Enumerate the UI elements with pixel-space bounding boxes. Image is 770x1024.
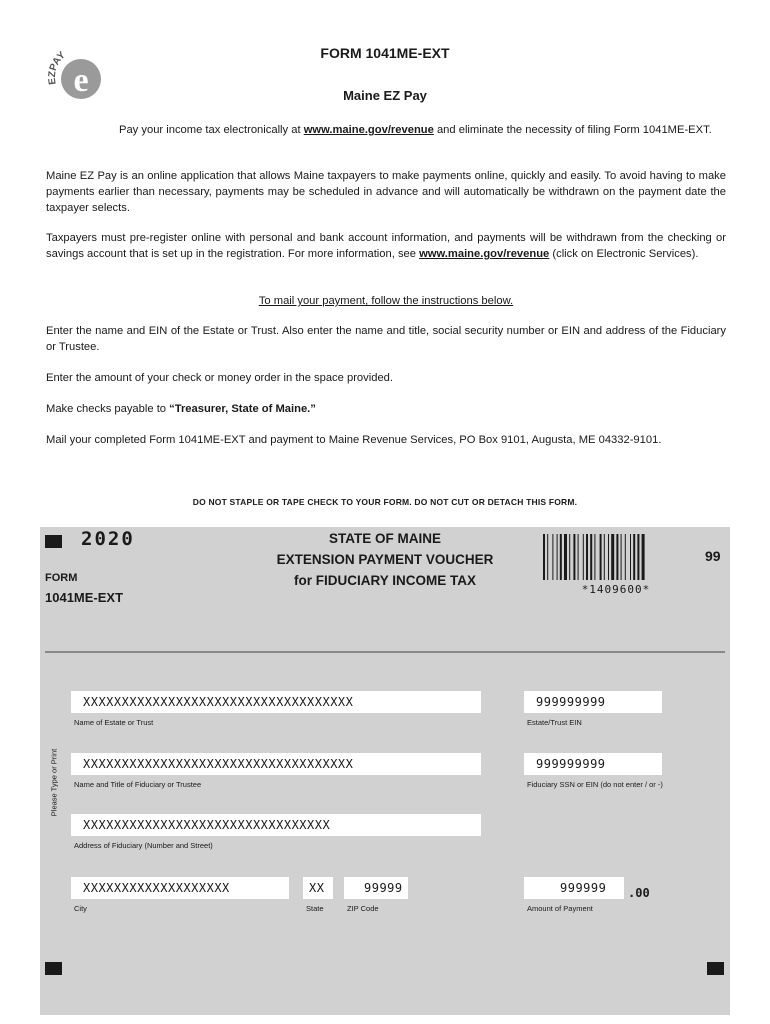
fiduciary-name-field[interactable]: XXXXXXXXXXXXXXXXXXXXXXXXXXXXXXXXXXX [71, 753, 481, 775]
voucher-title-1: STATE OF MAINE [329, 531, 441, 546]
divider [45, 651, 725, 653]
p3-text: Taxpayers must pre-register online with personal and bank account information, and payments will be withdrawn from the checking or savings account that is set up in the registration. For more information, see [46, 232, 726, 260]
logo-text: EZPAY [46, 49, 68, 86]
intro-paragraph-3 [46, 230, 726, 262]
instruction-payable [46, 401, 726, 417]
p1-text: Pay your income tax electronically at [119, 124, 304, 136]
amount-label: Amount of Payment [527, 904, 593, 913]
estate-ein-label: Estate/Trust EIN [527, 718, 582, 727]
p3-text-after: (click on Electronic Services). [549, 248, 699, 260]
fiduciary-address-label: Address of Fiduciary (Number and Street) [74, 841, 213, 850]
revenue-link[interactable]: www.maine.gov/revenue [303, 124, 434, 136]
fiduciary-ssn-label: Fiduciary SSN or EIN (do not enter / or -) [527, 780, 663, 789]
registration-mark-icon [45, 535, 62, 548]
page-title: FORM 1041ME-EXT [320, 45, 450, 61]
warning-text: DO NOT STAPLE OR TAPE CHECK TO YOUR FORM. DO NOT CUT OR DETACH THIS FORM. [192, 497, 578, 507]
form-number: 1041ME-EXT [45, 590, 124, 605]
mail-instructions-heading: To mail your payment, follow the instructions below. [258, 295, 514, 307]
page-subtitle: Maine EZ Pay [343, 88, 427, 103]
fiduciary-address-field[interactable]: XXXXXXXXXXXXXXXXXXXXXXXXXXXXXXXX [71, 814, 481, 836]
state-field[interactable]: XX [303, 877, 333, 899]
tax-year: 2020 [81, 528, 135, 550]
payee-name: “Treasurer, State of Maine.” [169, 403, 316, 415]
intro-paragraph-2: Maine EZ Pay is an online application that allows Maine taxpayers to make payments online, quickly and easily. To avoid having to make payments earlier than necessary, payments may be scheduled in advance and will automatically be withdrawn on the payment date the taxpayer selects. [46, 170, 726, 214]
city-field[interactable]: XXXXXXXXXXXXXXXXXXX [71, 877, 289, 899]
fiduciary-ssn-field[interactable]: 999999999 [524, 753, 662, 775]
registration-mark-icon [45, 962, 62, 975]
svg-text:e: e [73, 62, 89, 99]
amount-cents: .00 [628, 886, 650, 900]
registration-mark-icon [707, 962, 724, 975]
instruction-amount: Enter the amount of your check or money order in the space provided. [46, 372, 394, 384]
voucher-title-2: EXTENSION PAYMENT VOUCHER [276, 552, 494, 567]
p7-text: Make checks payable to [46, 403, 170, 415]
zip-field[interactable]: 99999 [344, 877, 408, 899]
instruction-names: Enter the name and EIN of the Estate or Trust. Also enter the name and title, social security number or EIN and address of the Fiduciary or Trustee. [46, 325, 726, 353]
estate-name-label: Name of Estate or Trust [74, 718, 154, 727]
city-label: City [74, 904, 87, 913]
state-label: State [306, 904, 324, 913]
zip-label: ZIP Code [347, 904, 379, 913]
fiduciary-name-label: Name and Title of Fiduciary or Trustee [74, 780, 202, 789]
voucher-title-3: for FIDUCIARY INCOME TAX [294, 573, 476, 588]
estate-ein-field[interactable]: 999999999 [524, 691, 662, 713]
amount-field[interactable]: 999999 [524, 877, 624, 899]
intro-paragraph-1 [46, 122, 726, 138]
estate-name-field[interactable]: XXXXXXXXXXXXXXXXXXXXXXXXXXXXXXXXXXX [71, 691, 481, 713]
form-code: 99 [705, 548, 721, 564]
revenue-link-2[interactable]: www.maine.gov/revenue [419, 248, 550, 260]
side-label: Please Type or Print [49, 748, 59, 817]
p1-text-after: and eliminate the necessity of filing Form 1041ME-EXT. [433, 124, 712, 136]
barcode-number: *1409600* [581, 583, 651, 596]
form-label: FORM [45, 572, 78, 584]
barcode-icon [541, 534, 691, 580]
instruction-mail: Mail your completed Form 1041ME-EXT and payment to Maine Revenue Services, PO Box 9101, Augusta, ME 04332-9101. [46, 434, 662, 446]
